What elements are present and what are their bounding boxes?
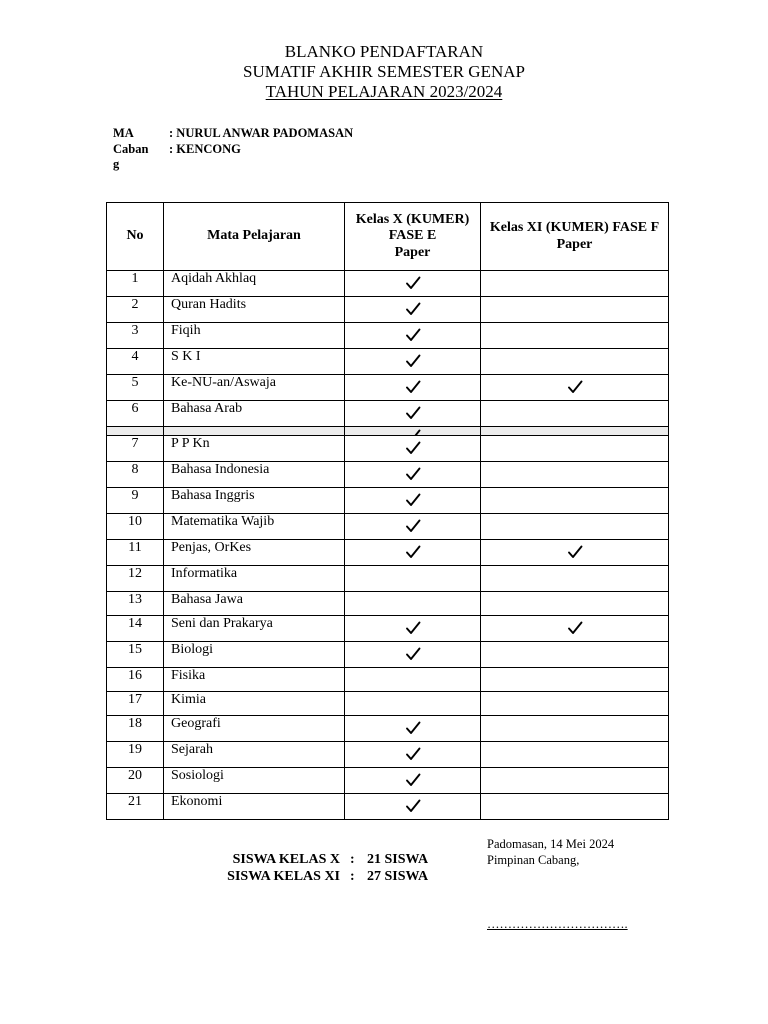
checkmark-icon	[405, 354, 421, 369]
checkmark-icon	[405, 441, 421, 456]
checkmark-icon	[405, 406, 421, 421]
kelas-x-cell	[345, 592, 481, 616]
kelas-xi-cell	[481, 540, 669, 566]
checkmark-icon	[567, 621, 583, 636]
checkmark-icon	[405, 647, 421, 662]
kelas-x-cell	[345, 323, 481, 349]
table-row	[107, 462, 669, 488]
kelas-xi-cell	[481, 323, 669, 349]
checkmark-icon	[405, 747, 421, 762]
checkmark-icon	[567, 380, 583, 395]
table-row	[107, 616, 669, 642]
table-row	[107, 375, 669, 401]
summary-kelas-x-value: 21 SISWA	[367, 852, 429, 867]
checkmark-icon	[567, 545, 583, 560]
checkmark-icon	[405, 545, 421, 560]
kelas-x-cell	[345, 488, 481, 514]
row-number: 6	[107, 401, 164, 427]
table-row	[107, 271, 669, 297]
kelas-x-cell	[345, 566, 481, 592]
kelas-x-cell	[345, 375, 481, 401]
table-row	[107, 323, 669, 349]
kelas-x-cell	[345, 642, 481, 668]
table-row	[107, 566, 669, 592]
subject-name: Sejarah	[164, 742, 345, 768]
kelas-x-cell	[345, 436, 481, 462]
kelas-xi-cell	[481, 692, 669, 716]
kelas-xi-cell	[481, 349, 669, 375]
table-row	[107, 297, 669, 323]
kelas-x-cell	[345, 768, 481, 794]
header-kelas-xi	[481, 203, 669, 271]
kelas-xi-cell	[481, 401, 669, 427]
place-date: Padomasan, 14 Mei 2024	[487, 837, 615, 851]
subject-name	[164, 427, 345, 436]
checkmark-icon	[405, 276, 421, 291]
kelas-x-cell	[345, 271, 481, 297]
row-number: 16	[107, 668, 164, 692]
subject-name: Aqidah Akhlaq	[164, 271, 345, 297]
subject-name: Geografi	[164, 716, 345, 742]
summary-kelas-x-label: SISWA KELAS X	[232, 852, 340, 867]
row-number: 7	[107, 436, 164, 462]
row-number: 10	[107, 514, 164, 540]
row-number: 19	[107, 742, 164, 768]
header-no: No	[107, 203, 164, 271]
table-gap-row	[107, 427, 669, 436]
subject-table	[106, 202, 669, 820]
kelas-xi-cell	[481, 271, 669, 297]
row-number: 20	[107, 768, 164, 794]
summary-kelas-xi-label: SISWA KELAS XI	[227, 869, 340, 884]
summary-colon: :	[350, 852, 355, 867]
table-row	[107, 768, 669, 794]
subject-name: Quran Hadits	[164, 297, 345, 323]
title-line-3: TAHUN PELAJARAN 2023/2024	[265, 82, 503, 101]
subject-name: Fisika	[164, 668, 345, 692]
header-kelas-xi-label: Kelas XI (KUMER) FASE F	[489, 220, 660, 235]
subject-name: Informatika	[164, 566, 345, 592]
subject-name: Ekonomi	[164, 794, 345, 820]
row-number: 18	[107, 716, 164, 742]
row-number: 15	[107, 642, 164, 668]
checkmark-icon	[405, 773, 421, 788]
subject-name: Bahasa Indonesia	[164, 462, 345, 488]
table-row	[107, 668, 669, 692]
table-row	[107, 488, 669, 514]
checkmark-icon	[405, 621, 421, 636]
subject-name: Bahasa Jawa	[164, 592, 345, 616]
table-row	[107, 514, 669, 540]
kelas-xi-cell	[481, 742, 669, 768]
document-title	[0, 42, 768, 102]
row-number: 2	[107, 297, 164, 323]
row-number: 5	[107, 375, 164, 401]
kelas-xi-cell	[481, 297, 669, 323]
kelas-xi-cell	[481, 462, 669, 488]
row-number: 4	[107, 349, 164, 375]
kelas-xi-cell	[481, 592, 669, 616]
cabang-value: : KENCONG	[169, 142, 241, 156]
header-subject: Mata Pelajaran	[164, 203, 345, 271]
subject-name: Ke-NU-an/Aswaja	[164, 375, 345, 401]
table-row	[107, 692, 669, 716]
kelas-x-cell	[345, 297, 481, 323]
table-row	[107, 794, 669, 820]
row-number: 11	[107, 540, 164, 566]
summary-colon: :	[350, 869, 355, 884]
ma-value: : NURUL ANWAR PADOMASAN	[169, 126, 354, 140]
subject-name: Biologi	[164, 642, 345, 668]
header-kelas-x	[345, 203, 481, 271]
kelas-xi-cell	[481, 436, 669, 462]
kelas-xi-cell	[481, 375, 669, 401]
header-kelas-xi-sub: Paper	[556, 236, 593, 252]
kelas-xi-cell	[481, 616, 669, 642]
kelas-xi-cell	[481, 768, 669, 794]
subject-name: P P Kn	[164, 436, 345, 462]
kelas-xi-cell	[481, 642, 669, 668]
kelas-xi-cell	[481, 427, 669, 436]
kelas-x-cell	[345, 692, 481, 716]
table-row	[107, 592, 669, 616]
header-kelas-x-label: Kelas X (KUMER) FASE E	[355, 211, 470, 244]
table-header-row	[107, 203, 669, 271]
checkmark-icon	[405, 519, 421, 534]
checkmark-icon	[405, 467, 421, 482]
kelas-xi-cell	[481, 566, 669, 592]
subject-name: Matematika Wajib	[164, 514, 345, 540]
checkmark-icon	[405, 328, 421, 343]
kelas-x-cell	[345, 349, 481, 375]
kelas-x-cell	[345, 742, 481, 768]
table-row	[107, 716, 669, 742]
subject-name: Fiqih	[164, 323, 345, 349]
subject-name: Sosiologi	[164, 768, 345, 794]
summary-kelas-xi-value: 27 SISWA	[367, 869, 429, 884]
ma-label: MA	[113, 126, 134, 140]
table-row	[107, 540, 669, 566]
kelas-x-cell	[345, 462, 481, 488]
subject-name: S K I	[164, 349, 345, 375]
subject-name: Bahasa Arab	[164, 401, 345, 427]
row-number	[107, 427, 164, 436]
row-number: 8	[107, 462, 164, 488]
table-row	[107, 642, 669, 668]
table-row	[107, 436, 669, 462]
kelas-xi-cell	[481, 794, 669, 820]
signature-role: Pimpinan Cabang,	[487, 853, 580, 867]
checkmark-icon	[405, 493, 421, 508]
subject-name: Penjas, OrKes	[164, 540, 345, 566]
kelas-x-cell	[345, 616, 481, 642]
kelas-xi-cell	[481, 716, 669, 742]
row-number: 3	[107, 323, 164, 349]
cabang-label: Cabang	[113, 142, 149, 171]
subject-name: Bahasa Inggris	[164, 488, 345, 514]
signature-line: …………………………….	[487, 917, 628, 931]
signature-block	[487, 836, 628, 931]
checkmark-icon	[405, 302, 421, 317]
subject-name: Seni dan Prakarya	[164, 616, 345, 642]
title-line-1: BLANKO PENDAFTARAN	[284, 42, 484, 61]
kelas-x-cell	[345, 668, 481, 692]
kelas-xi-cell	[481, 514, 669, 540]
header-kelas-x-sub: Paper	[394, 244, 431, 260]
row-number: 17	[107, 692, 164, 716]
row-number: 9	[107, 488, 164, 514]
kelas-x-cell	[345, 540, 481, 566]
checkmark-icon	[405, 380, 421, 395]
kelas-xi-cell	[481, 668, 669, 692]
checkmark-icon	[405, 799, 421, 814]
row-number: 12	[107, 566, 164, 592]
checkmark-icon	[405, 721, 421, 736]
subject-name: Kimia	[164, 692, 345, 716]
row-number: 21	[107, 794, 164, 820]
row-number: 14	[107, 616, 164, 642]
kelas-x-cell	[345, 794, 481, 820]
kelas-x-cell	[345, 716, 481, 742]
table-row	[107, 349, 669, 375]
table-row	[107, 742, 669, 768]
row-number: 13	[107, 592, 164, 616]
row-number: 1	[107, 271, 164, 297]
kelas-x-cell	[345, 514, 481, 540]
kelas-xi-cell	[481, 488, 669, 514]
title-line-2: SUMATIF AKHIR SEMESTER GENAP	[243, 62, 525, 81]
kelas-x-cell	[345, 427, 481, 436]
table-row	[107, 401, 669, 427]
kelas-x-cell	[345, 401, 481, 427]
